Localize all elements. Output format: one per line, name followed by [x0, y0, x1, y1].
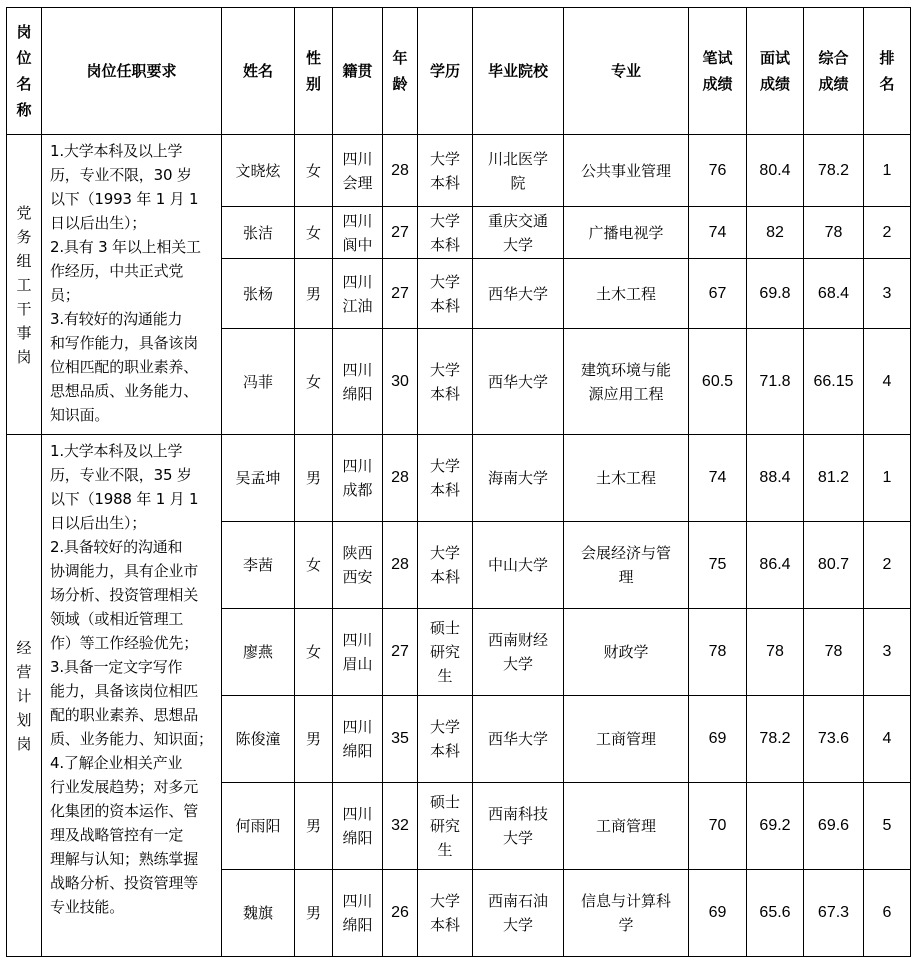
cell-interview-score: 88.4: [747, 435, 804, 522]
cell-major: 财政学: [564, 609, 689, 696]
cell-school: 川北医学 院: [473, 135, 564, 207]
cell-gender: 男: [295, 696, 333, 783]
cell-total-score: 69.6: [804, 783, 864, 870]
cell-origin: 四川 绵阳: [333, 870, 383, 957]
header-education: 学历: [418, 8, 473, 135]
cell-school: 西南科技 大学: [473, 783, 564, 870]
cell-interview-score: 69.8: [747, 259, 804, 329]
cell-written-score: 76: [689, 135, 747, 207]
cell-total-score: 80.7: [804, 522, 864, 609]
cell-rank: 4: [864, 696, 911, 783]
cell-interview-score: 78.2: [747, 696, 804, 783]
cell-interview-score: 69.2: [747, 783, 804, 870]
cell-interview-score: 78: [747, 609, 804, 696]
cell-total-score: 81.2: [804, 435, 864, 522]
cell-education: 大学 本科: [418, 259, 473, 329]
post-name: 党 务 组 工 干 事 岗: [7, 135, 42, 435]
cell-age: 28: [383, 435, 418, 522]
cell-major: 会展经济与管 理: [564, 522, 689, 609]
cell-rank: 1: [864, 135, 911, 207]
cell-origin: 陕西 西安: [333, 522, 383, 609]
cell-rank: 5: [864, 783, 911, 870]
cell-name: 李茜: [222, 522, 295, 609]
cell-origin: 四川 江油: [333, 259, 383, 329]
cell-rank: 3: [864, 259, 911, 329]
cell-name: 张洁: [222, 207, 295, 259]
cell-written-score: 74: [689, 435, 747, 522]
header-origin: 籍贯: [333, 8, 383, 135]
cell-total-score: 66.15: [804, 329, 864, 435]
cell-interview-score: 71.8: [747, 329, 804, 435]
cell-name: 吴孟坤: [222, 435, 295, 522]
cell-name: 廖燕: [222, 609, 295, 696]
cell-education: 大学 本科: [418, 696, 473, 783]
cell-origin: 四川 成都: [333, 435, 383, 522]
header-school: 毕业院校: [473, 8, 564, 135]
cell-interview-score: 65.6: [747, 870, 804, 957]
header-requirements: 岗位任职要求: [42, 8, 222, 135]
cell-origin: 四川 绵阳: [333, 783, 383, 870]
results-table: [6, 7, 911, 957]
cell-rank: 6: [864, 870, 911, 957]
header-major: 专业: [564, 8, 689, 135]
header-age: 年 龄: [383, 8, 418, 135]
header-name: 姓名: [222, 8, 295, 135]
cell-rank: 2: [864, 522, 911, 609]
cell-education: 硕士 研究 生: [418, 783, 473, 870]
post-requirements: 1.大学本科及以上学 历，专业不限，35 岁 以下（1988 年 1 月 1 日以后出生）； 2.具备较好的沟通和 协调能力，具有企业市 场分析、投资管理相关 领域（或相近管理工 作）等工作经验优先； 3.具备一定文字写作 能力，具备该岗位相匹 配的职业素养、思想品 质、业务能力、知识面； 4.了解企业相关产业 行业发展趋势；对多元 化集团的资本运作、管 理及战略管控有一定 理解与认知；熟练掌握 战略分析、投资管理等 专业技能。: [42, 435, 222, 957]
cell-major: 建筑环境与能 源应用工程: [564, 329, 689, 435]
cell-education: 大学 本科: [418, 207, 473, 259]
cell-name: 冯菲: [222, 329, 295, 435]
cell-origin: 四川 眉山: [333, 609, 383, 696]
cell-gender: 女: [295, 609, 333, 696]
cell-age: 26: [383, 870, 418, 957]
cell-gender: 女: [295, 135, 333, 207]
table-row: [7, 135, 911, 207]
cell-school: 中山大学: [473, 522, 564, 609]
cell-age: 28: [383, 135, 418, 207]
cell-major: 土木工程: [564, 259, 689, 329]
cell-gender: 男: [295, 870, 333, 957]
cell-total-score: 78.2: [804, 135, 864, 207]
cell-age: 27: [383, 207, 418, 259]
cell-education: 大学 本科: [418, 135, 473, 207]
cell-origin: 四川 阆中: [333, 207, 383, 259]
cell-total-score: 67.3: [804, 870, 864, 957]
cell-school: 西南财经 大学: [473, 609, 564, 696]
cell-total-score: 78: [804, 207, 864, 259]
post-requirements: 1.大学本科及以上学 历，专业不限，30 岁 以下（1993 年 1 月 1 日以后出生）； 2.具有 3 年以上相关工 作经历，中共正式党 员； 3.有较好的沟通能力 和写作能力，具备该岗 位相匹配的职业素养、 思想品质、业务能力、 知识面。: [42, 135, 222, 435]
header-written-score: 笔试 成绩: [689, 8, 747, 135]
cell-written-score: 75: [689, 522, 747, 609]
cell-age: 27: [383, 609, 418, 696]
cell-major: 工商管理: [564, 696, 689, 783]
cell-rank: 3: [864, 609, 911, 696]
cell-origin: 四川 绵阳: [333, 696, 383, 783]
cell-origin: 四川 会理: [333, 135, 383, 207]
cell-school: 西华大学: [473, 696, 564, 783]
header-interview-score: 面试 成绩: [747, 8, 804, 135]
cell-education: 大学 本科: [418, 329, 473, 435]
cell-rank: 2: [864, 207, 911, 259]
cell-rank: 4: [864, 329, 911, 435]
cell-major: 信息与计算科 学: [564, 870, 689, 957]
cell-written-score: 67: [689, 259, 747, 329]
cell-name: 张杨: [222, 259, 295, 329]
cell-gender: 女: [295, 329, 333, 435]
table-row: [7, 435, 911, 522]
post-name: 经 营 计 划 岗: [7, 435, 42, 957]
cell-gender: 男: [295, 259, 333, 329]
cell-interview-score: 80.4: [747, 135, 804, 207]
cell-age: 30: [383, 329, 418, 435]
header-total-score: 综合 成绩: [804, 8, 864, 135]
cell-interview-score: 82: [747, 207, 804, 259]
cell-total-score: 73.6: [804, 696, 864, 783]
cell-school: 西华大学: [473, 329, 564, 435]
cell-age: 32: [383, 783, 418, 870]
cell-written-score: 70: [689, 783, 747, 870]
cell-name: 魏旗: [222, 870, 295, 957]
cell-name: 文晓炫: [222, 135, 295, 207]
cell-school: 海南大学: [473, 435, 564, 522]
cell-gender: 女: [295, 522, 333, 609]
cell-written-score: 78: [689, 609, 747, 696]
cell-age: 27: [383, 259, 418, 329]
cell-total-score: 78: [804, 609, 864, 696]
cell-school: 西南石油 大学: [473, 870, 564, 957]
cell-education: 大学 本科: [418, 435, 473, 522]
cell-rank: 1: [864, 435, 911, 522]
cell-school: 西华大学: [473, 259, 564, 329]
cell-interview-score: 86.4: [747, 522, 804, 609]
cell-written-score: 69: [689, 870, 747, 957]
cell-major: 土木工程: [564, 435, 689, 522]
cell-written-score: 60.5: [689, 329, 747, 435]
cell-gender: 女: [295, 207, 333, 259]
cell-education: 大学 本科: [418, 870, 473, 957]
cell-name: 何雨阳: [222, 783, 295, 870]
cell-major: 广播电视学: [564, 207, 689, 259]
cell-gender: 男: [295, 435, 333, 522]
cell-written-score: 69: [689, 696, 747, 783]
header-row: [7, 8, 911, 135]
cell-major: 工商管理: [564, 783, 689, 870]
header-post: 岗 位 名 称: [7, 8, 42, 135]
cell-name: 陈俊潼: [222, 696, 295, 783]
cell-education: 大学 本科: [418, 522, 473, 609]
header-gender: 性 别: [295, 8, 333, 135]
cell-gender: 男: [295, 783, 333, 870]
cell-age: 35: [383, 696, 418, 783]
cell-age: 28: [383, 522, 418, 609]
header-rank: 排 名: [864, 8, 911, 135]
cell-school: 重庆交通 大学: [473, 207, 564, 259]
cell-major: 公共事业管理: [564, 135, 689, 207]
cell-written-score: 74: [689, 207, 747, 259]
cell-origin: 四川 绵阳: [333, 329, 383, 435]
cell-education: 硕士 研究 生: [418, 609, 473, 696]
cell-total-score: 68.4: [804, 259, 864, 329]
